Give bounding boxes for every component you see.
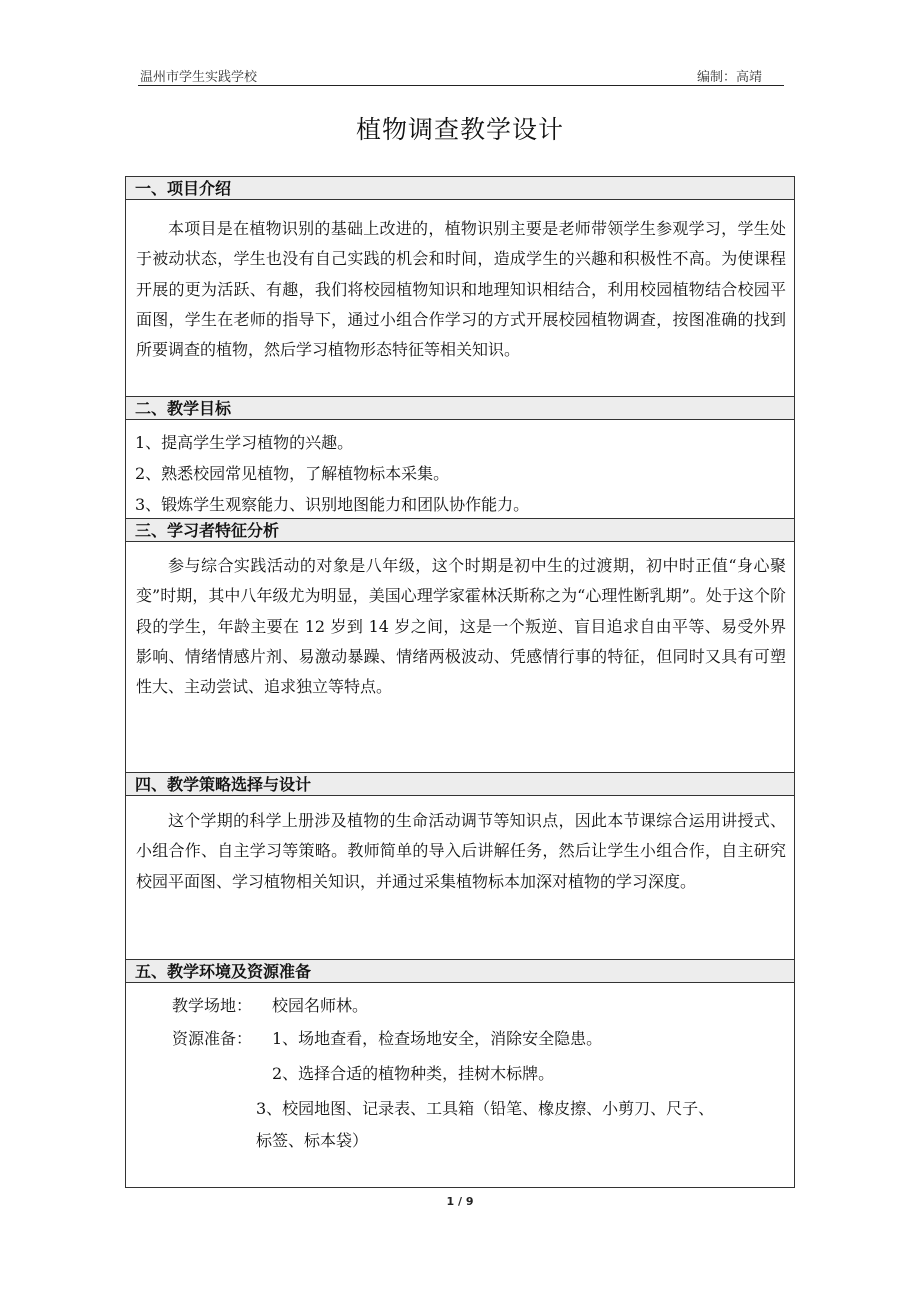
section-heading: 一、项目介绍 xyxy=(126,177,794,200)
resource-item: 3、校园地图、记录表、工具箱（铅笔、橡皮擦、小剪刀、尺子、 xyxy=(256,1099,715,1118)
venue-label: 教学场地： xyxy=(172,996,253,1015)
page-number: 1 / 9 xyxy=(446,1195,474,1208)
goal-item: 3、锻炼学生观察能力、识别地图能力和团队协作能力。 xyxy=(135,495,530,514)
goal-item: 1、提高学生学习植物的兴趣。 xyxy=(135,433,354,452)
section-body-text: 本项目是在植物识别的基础上改进的，植物识别主要是老师带领学生参观学习，学生处于被动状态，学生也没有自己实践的机会和时间，造成学生的兴趣和积极性不高。为使课程开展的更为活跃、有趣，我们将校园植物知识和地理知识相结合，利用校园植物结合校园平面图，学生在老师的指导下，通过小组合作学习的方式开展校园植物调查，按图准确的找到所要调查的植物，然后学习植物形态特征等相关知识。 xyxy=(136,219,786,360)
resource-item: 标签、标本袋） xyxy=(256,1131,369,1150)
resource-item: 2、选择合适的植物种类，挂树木标牌。 xyxy=(272,1064,555,1083)
header-author: 编制：高靖 xyxy=(696,70,762,85)
page-header xyxy=(138,66,784,86)
section-heading: 二、教学目标 xyxy=(126,397,794,420)
document-title: 植物调查教学设计 xyxy=(355,115,564,144)
section-body-text: 这个学期的科学上册涉及植物的生命活动调节等知识点，因此本节课综合运用讲授式、小组合作、自主学习等策略。教师简单的导入后讲解任务，然后让学生小组合作，自主研究校园平面图、学习植物相关知识，并通过采集植物标本加深对植物的学习深度。 xyxy=(136,811,786,891)
section-body-text: 参与综合实践活动的对象是八年级，这个时期是初中生的过渡期，初中时正值“身心聚变”时期，其中八年级尤为明显，美国心理学家霍林沃斯称之为“心理性断乳期”。处于这个阶段的学生，年龄主要在 12 岁到 14 岁之间，这是一个叛逆、盲目追求自由平等、易受外界影响、情绪情感片剂、易激动暴躁、情绪两极波动、凭感情行事的特征，但同时又具有可塑性大、主动尝试、追求独立等特点。 xyxy=(136,556,786,697)
section-heading: 三、学习者特征分析 xyxy=(126,519,794,542)
venue-value: 校园名师林。 xyxy=(272,996,369,1015)
goal-item: 2、熟悉校园常见植物，了解植物标本采集。 xyxy=(135,464,450,483)
header-school: 温州市学生实践学校 xyxy=(140,70,258,85)
section-heading: 四、教学策略选择与设计 xyxy=(126,773,794,796)
resource-item: 1、场地查看，检查场地安全，消除安全隐患。 xyxy=(272,1029,603,1048)
resource-label: 资源准备： xyxy=(172,1029,253,1048)
section-heading: 五、教学环境及资源准备 xyxy=(126,960,794,983)
design-table xyxy=(125,176,795,1188)
